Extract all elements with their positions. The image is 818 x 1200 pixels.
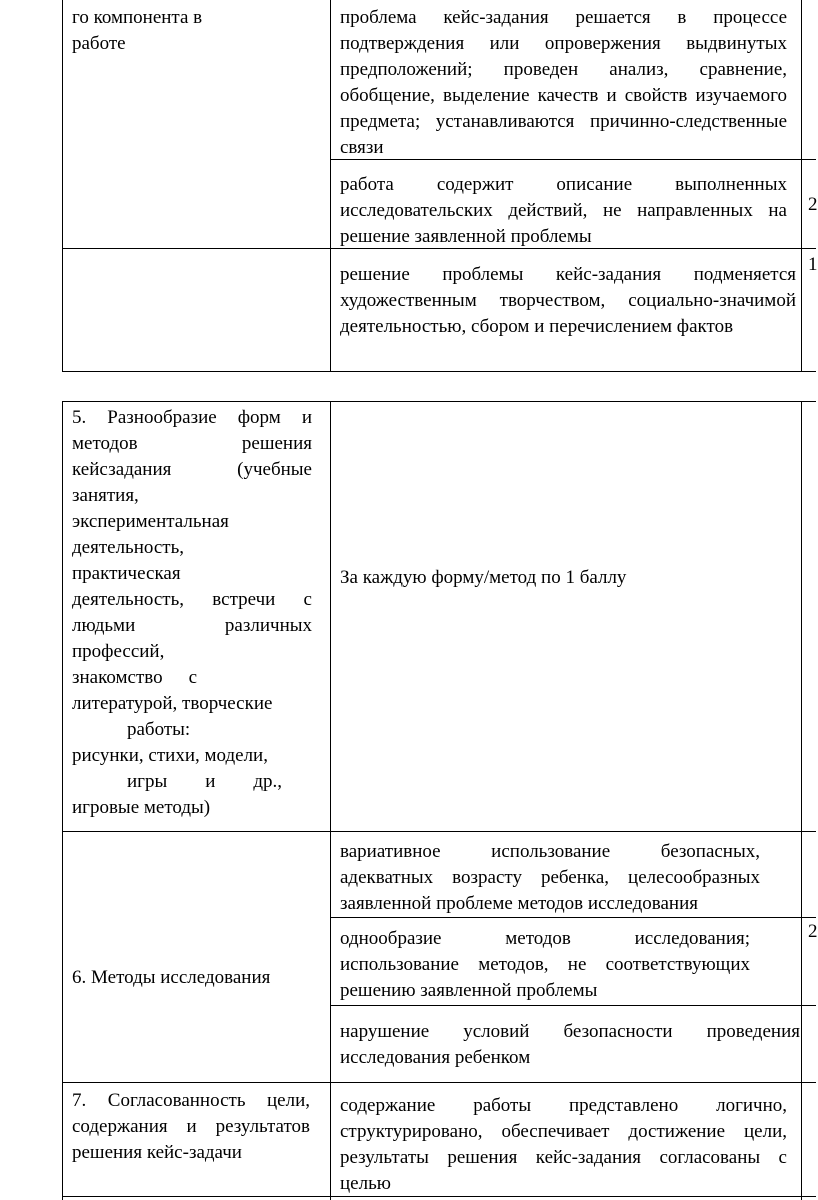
table1-row3-score: 1: [808, 254, 818, 275]
table2-left-border: [62, 401, 63, 1200]
criterion6-title: 6. Методы исследования: [72, 967, 271, 988]
criterion5-line: практическая: [72, 563, 181, 584]
criterion5-line: 5. Разнообразие форм и: [72, 407, 312, 428]
criterion5-line: рисунки, стихи, модели,: [72, 745, 268, 766]
criterion5-line: работы:: [127, 719, 191, 740]
table1-row2-score: 2: [808, 194, 818, 215]
criterion6-row2-description: однообразие методов исследования; использование методов, не соответствующих решению заявленной проблемы: [340, 928, 750, 1001]
criterion5-line: экспериментальная: [72, 511, 229, 532]
table2-score-divider: [801, 401, 802, 1200]
criterion5-title: [72, 405, 312, 821]
criterion5-line: литературой, творческие: [72, 693, 273, 714]
criterion5-line: профессий,: [72, 641, 165, 662]
criterion5-line: занятия,: [72, 485, 139, 506]
table1-row1-description: проблема кейс-задания решается в процессе подтверждения или опровержения выдвинутых предположений; проведен анализ, сравнение, обобщение, выделение качеств и свойств изучаемого предмета; устанавливаются причинно-следственные связи: [340, 7, 787, 158]
table2-top-border: [62, 401, 816, 402]
criterion5-line: методов решения: [72, 433, 312, 454]
table1-left-border: [62, 0, 63, 372]
criterion5-line: людьми различных: [72, 615, 312, 636]
table1-criterion-continuation: го компонента в работе: [72, 7, 203, 54]
table1-bottom-border: [62, 371, 816, 372]
table2-row-divider-6-7: [62, 1082, 816, 1083]
table2-col-divider: [330, 401, 331, 1200]
criterion5-line: знакомство с: [72, 667, 197, 688]
criterion5-description: За каждую форму/метод по 1 баллу: [340, 567, 627, 588]
table1-row2-description: работа содержит описание выполненных исследовательских действий, не направленных на решение заявленной проблемы: [340, 174, 787, 247]
criterion5-line: деятельность,: [72, 537, 185, 558]
criterion5-line: игры и др.,: [127, 771, 282, 792]
table2-row-divider-6a: [330, 917, 816, 918]
table1-row3-description: решение проблемы кейс-задания подменяется художественным творчеством, социально-значимой деятельностью, сбором и перечислением фактов: [340, 264, 796, 337]
criterion7-row1-description: содержание работы представлено логично, структурировано, обеспечивает достижение цели, результаты решения кейс-задания согласованы с целью: [340, 1095, 787, 1194]
criterion5-line: деятельность, встречи с: [72, 589, 312, 610]
criterion5-line: игровые методы): [72, 797, 211, 818]
table2-row-divider-6b: [330, 1005, 816, 1006]
table1-col-divider: [330, 0, 331, 372]
criterion6-row1-description: вариативное использование безопасных, адекватных возрасту ребенка, целесообразных заявленной проблеме методов исследования: [340, 841, 760, 914]
table1-score-divider: [801, 0, 802, 372]
table2-row-divider-5-6: [62, 831, 816, 832]
criterion6-row3-description: нарушение условий безопасности проведения исследования ребенком: [340, 1021, 800, 1068]
criterion7-title: 7. Согласованность цели, содержания и результатов решения кейс-задачи: [72, 1090, 310, 1163]
criterion6-row2-score: 2: [808, 921, 818, 942]
criterion5-line: кейсзадания (учебные: [72, 459, 312, 480]
